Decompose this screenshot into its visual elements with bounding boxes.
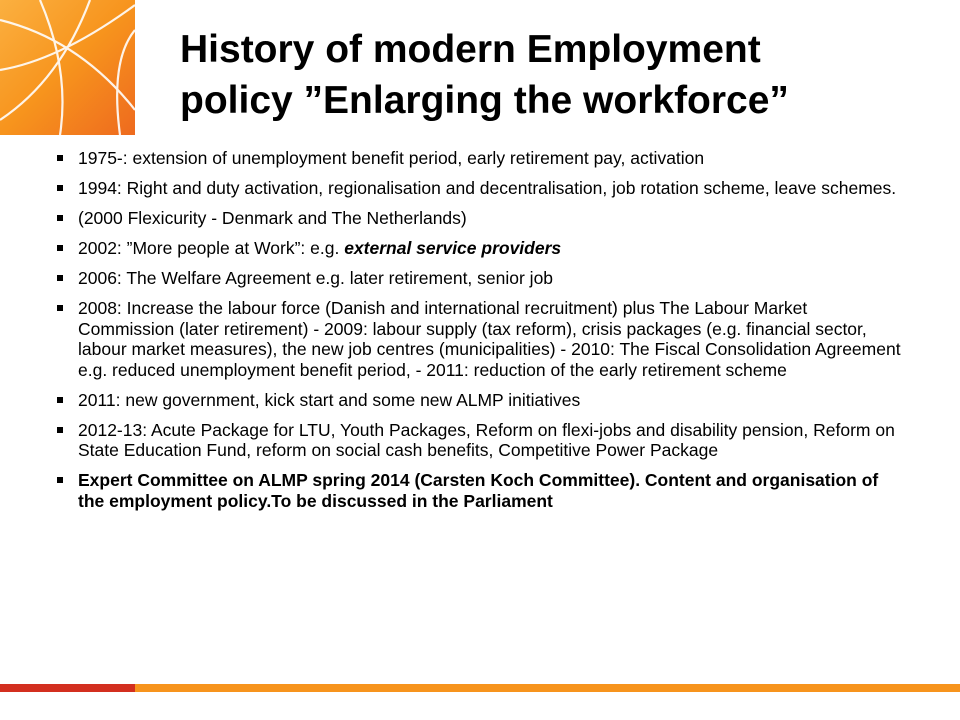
square-bullet-icon bbox=[57, 427, 63, 433]
list-item-highlight bbox=[56, 470, 906, 511]
list-item-emphasis: external service providers bbox=[344, 238, 562, 258]
list-item bbox=[56, 298, 906, 380]
footer-bar-red-segment bbox=[0, 684, 135, 692]
orange-arc-logo-icon bbox=[0, 0, 135, 135]
square-bullet-icon bbox=[57, 245, 63, 251]
list-item-text: Expert Committee on ALMP spring 2014 (Carsten Koch Committee). Content and organisation of the employment policy.To be discussed in the Parliament bbox=[78, 470, 879, 511]
list-item-text: 2006: The Welfare Agreement e.g. later retirement, senior job bbox=[78, 268, 554, 288]
title-line-2: policy ”Enlarging the workforce” bbox=[180, 79, 789, 122]
square-bullet-icon bbox=[57, 185, 63, 191]
list-item bbox=[56, 238, 906, 259]
list-item-text: 2008: Increase the labour force (Danish and international recruitment) plus The Labour Market Commission (later retirement) - 2009: labour supply (tax reform), crisis packages (e.g. financial sector, labour market measures), the new job centres (municipalities) - 2010: The Fiscal Consolidation Agreement e.g. reduced unemployment benefit period, - 2011: reduction of the early retirement scheme bbox=[78, 298, 901, 380]
square-bullet-icon bbox=[57, 215, 63, 221]
footer-color-bar bbox=[0, 684, 960, 692]
square-bullet-icon bbox=[57, 477, 63, 483]
list-item-text: 1975-: extension of unemployment benefit period, early retirement pay, activation bbox=[78, 148, 705, 168]
list-item-text: 2002: ”More people at Work”: e.g. bbox=[78, 238, 345, 258]
square-bullet-icon bbox=[57, 155, 63, 161]
list-item bbox=[56, 148, 906, 169]
list-item bbox=[56, 268, 906, 289]
footer-bar-orange-segment bbox=[135, 684, 960, 692]
square-bullet-icon bbox=[57, 275, 63, 281]
bullet-list bbox=[56, 148, 906, 521]
slide-title bbox=[180, 24, 940, 126]
list-item-text: 1994: Right and duty activation, regionalisation and decentralisation, job rotation scheme, leave schemes. bbox=[78, 178, 897, 198]
list-item-text: 2011: new government, kick start and some new ALMP initiatives bbox=[78, 389, 581, 410]
list-item-text: (2000 Flexicurity - Denmark and The Netherlands) bbox=[78, 208, 467, 228]
list-item bbox=[56, 390, 906, 411]
square-bullet-icon bbox=[57, 305, 63, 311]
title-line-1: History of modern Employment bbox=[180, 28, 761, 71]
square-bullet-icon bbox=[57, 397, 63, 403]
list-item bbox=[56, 178, 906, 199]
list-item bbox=[56, 420, 906, 461]
list-item-text: 2012-13: Acute Package for LTU, Youth Packages, Reform on flexi-jobs and disability pension, Reform on State Education Fund, reform on social cash benefits, Competitive Power Package bbox=[78, 419, 895, 460]
list-item bbox=[56, 208, 906, 229]
